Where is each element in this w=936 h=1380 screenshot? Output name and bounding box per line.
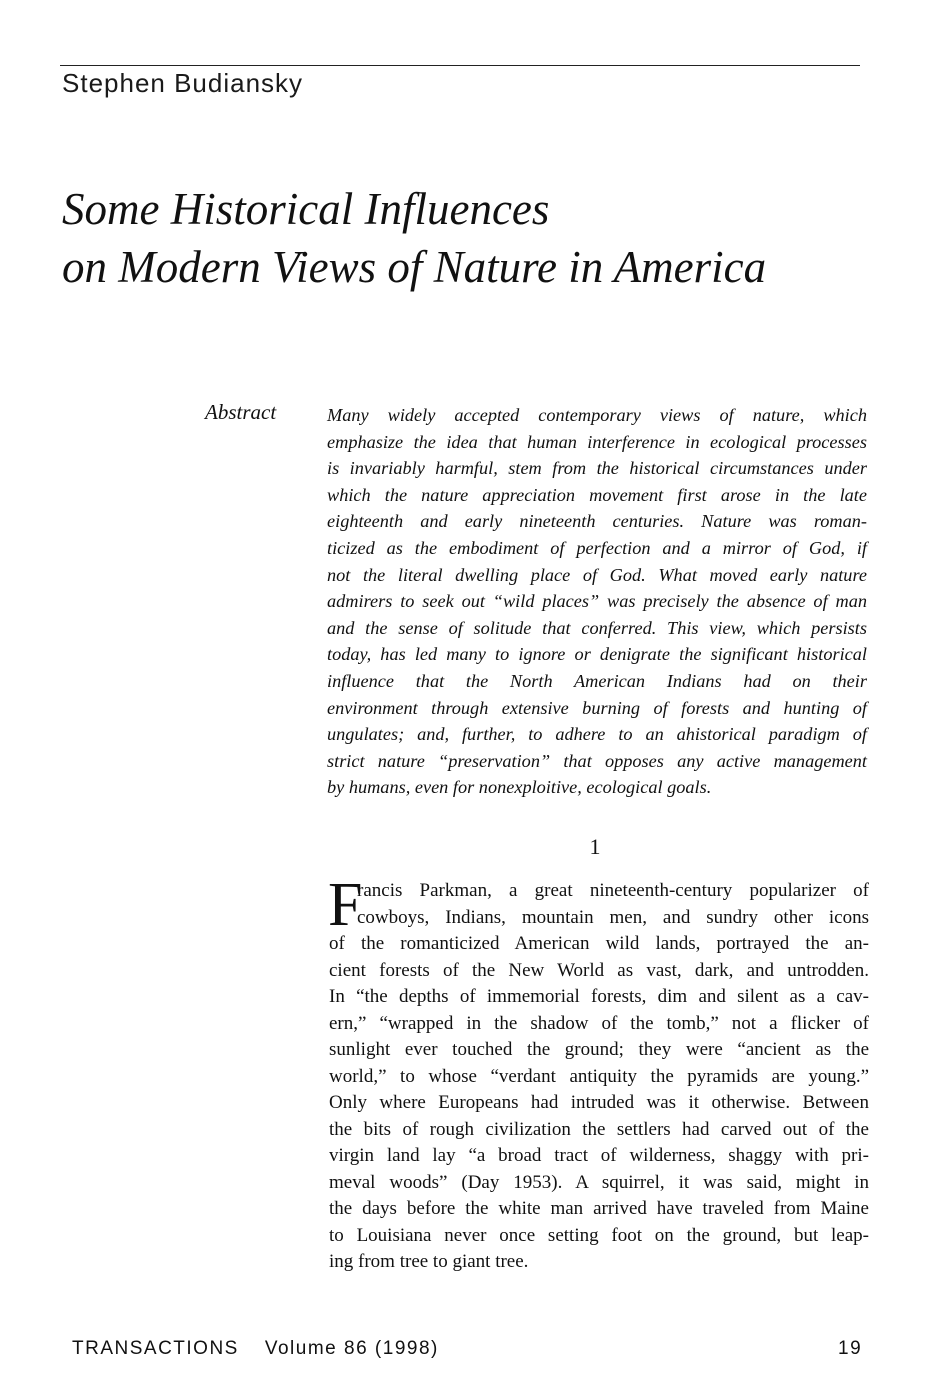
section-number: 1: [589, 834, 601, 859]
abstract-line: strict nature “preservation” that opposes any active management: [327, 750, 867, 771]
footer-journal-info: [72, 1338, 439, 1360]
page-number: 19: [838, 1338, 863, 1359]
body-line: the bits of rough civilization the settlers had carved out of the: [329, 1118, 869, 1140]
abstract-line: which the nature appreciation movement first arose in the late: [327, 484, 867, 505]
body-line: virgin land lay “a broad tract of wilderness, shaggy with pri-: [329, 1145, 869, 1166]
body-line: sunlight ever touched the ground; they were “ancient as the: [329, 1039, 869, 1060]
body-line: world,” to whose “verdant antiquity the pyramids are young.”: [329, 1065, 869, 1087]
body-line: the days before the white man arrived have traveled from Maine: [329, 1198, 869, 1219]
body-line: ern,” “wrapped in the shadow of the tomb,” not a flicker of: [329, 1012, 869, 1034]
title-line-2: on Modern Views of Nature in America: [62, 242, 767, 292]
abstract-line: environment through extensive burning of forests and hunting of: [327, 697, 867, 718]
body-paragraph: [328, 871, 869, 1276]
abstract-label: Abstract: [205, 400, 277, 424]
body-line: rancis Parkman, a great nineteenth-century popularizer of: [357, 880, 869, 901]
abstract-line: emphasize the idea that human interference in ecological processes: [327, 431, 867, 452]
abstract-line: not the literal dwelling place of God. What moved early nature: [327, 564, 867, 585]
body-line: of the romanticized American wild lands, portrayed the an-: [329, 933, 869, 954]
abstract-line: Many widely accepted contemporary views of nature, which: [327, 405, 867, 425]
title-line-1: Some Historical Influences: [62, 184, 550, 234]
journal-name: TRANSACTIONS: [72, 1338, 239, 1359]
header-rule: [60, 65, 860, 66]
body-line: cient forests of the New World as vast, dark, and untrodden.: [329, 959, 869, 981]
abstract-line: ungulates; and, further, to adhere to an ahistorical paradigm of: [327, 724, 867, 745]
abstract-line: influence that the North American Indians had on their: [327, 670, 867, 691]
body-line: In “the depths of immemorial forests, dim and silent as a cav-: [329, 986, 869, 1007]
body-line: to Louisiana never once setting foot on the ground, but leap-: [329, 1224, 869, 1246]
drop-cap: F: [328, 871, 363, 939]
body-line: cowboys, Indians, mountain men, and sundry other icons: [357, 906, 869, 928]
body-line: meval woods” (Day 1953). A squirrel, it was said, might in: [329, 1171, 869, 1193]
abstract-line: today, has led many to ignore or denigrate the significant historical: [327, 644, 867, 665]
body-line: ing from tree to giant tree.: [329, 1251, 529, 1272]
body-line: Only where Europeans had intruded was it otherwise. Between: [329, 1092, 869, 1113]
abstract-text: [327, 402, 867, 801]
abstract-line: admirers to seek out “wild places” was precisely the absence of man: [327, 591, 867, 612]
article-title: [62, 180, 882, 296]
volume-info: Volume 86 (1998): [264, 1338, 439, 1359]
abstract-line: is invariably harmful, stem from the historical circumstances under: [327, 458, 867, 479]
abstract-line: and the sense of solitude that conferred. This view, which persists: [327, 617, 867, 638]
author-name: Stephen Budiansky: [62, 68, 304, 98]
abstract-line: eighteenth and early nineteenth centuries. Nature was roman-: [327, 511, 867, 532]
abstract-line: by humans, even for nonexploitive, ecological goals.: [327, 777, 712, 798]
abstract-line: ticized as the embodiment of perfection and a mirror of God, if: [327, 537, 867, 558]
